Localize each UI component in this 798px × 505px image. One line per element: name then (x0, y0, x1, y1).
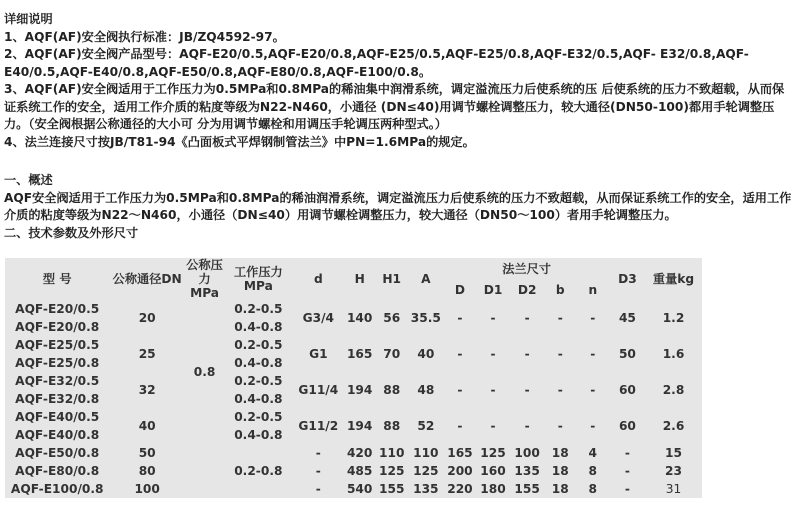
cell-fD: 165 (447, 446, 473, 460)
cell-fD1: - (490, 311, 496, 325)
cell-H: 194 (346, 419, 373, 433)
header-D3: D3 (610, 258, 645, 300)
overview-text: AQF安全阀适用于工作压力为0.5MPa和0.8MPa的稀油润滑系统，调定溢流压力后使系统的压力不致超载，从而保证系统工作的安全，适用工作介质的粘度等级为N22～N460，小通径（DN≤40）用调节螺栓调整压力，较大通径（DN50～100）者用手轮调整压力。 (4, 190, 792, 222)
cell-H1: 56 (383, 311, 401, 325)
header-d: d (292, 258, 344, 300)
cell-dn: 80 (138, 464, 156, 478)
cell-kg: 2.6 (662, 419, 685, 433)
cell-mpa (185, 462, 224, 480)
cell-wp: 0.4-0.8 (234, 428, 283, 442)
cell-fD: 200 (447, 464, 473, 478)
cell-fD: - (457, 311, 463, 325)
cell-A: 35.5 (410, 311, 441, 325)
cell-wp: 0.4-0.8 (234, 356, 283, 370)
cell-fb: - (557, 419, 563, 433)
cell-fb: - (557, 347, 563, 361)
cell-H: 420 (346, 446, 373, 460)
header-A: A (408, 258, 443, 300)
table-row (5, 300, 702, 318)
cell-wp: 0.2-0.5 (234, 410, 283, 424)
cell-wp: 0.2-0.5 (234, 338, 283, 352)
cell-D3: - (624, 464, 630, 478)
cell-fn: 4 (588, 446, 598, 460)
cell-fD2: - (524, 347, 530, 361)
header-fn: n (576, 279, 610, 300)
cell-fn: 8 (588, 464, 598, 478)
cell-model: AQF-E40/0.5 (15, 410, 100, 424)
header-mpa: 公称压力MPa (186, 258, 223, 300)
overview-title: 一、概述 (4, 173, 53, 187)
header-model: 型 号 (5, 258, 109, 300)
cell-kg: 15 (665, 446, 682, 460)
cell-d: - (315, 464, 321, 478)
table-row (5, 336, 702, 354)
cell-fD2: - (524, 419, 530, 433)
cell-dn: 50 (138, 446, 156, 460)
spec-table (5, 258, 702, 498)
cell-fn: - (590, 311, 596, 325)
cell-fb: 18 (551, 464, 569, 478)
cell-model: AQF-E100/0.8 (10, 482, 104, 496)
cell-H1: 125 (378, 464, 405, 478)
cell-model: AQF-E25/0.8 (15, 356, 100, 370)
header-fb: b (545, 279, 576, 300)
cell-fD2: 155 (514, 482, 540, 496)
cell-d: - (315, 482, 321, 496)
cell-d: G1 (309, 347, 328, 361)
cell-fn: 8 (588, 482, 598, 496)
cell-d: G11/2 (298, 419, 339, 433)
cell-fD1: - (490, 383, 496, 397)
cell-fD: - (457, 347, 463, 361)
cell-A: 125 (413, 464, 439, 478)
cell-fb: - (557, 311, 563, 325)
cell-H1: 88 (383, 419, 401, 433)
cell-H1: 70 (383, 347, 401, 361)
cell-fD2: - (524, 383, 530, 397)
cell-model: AQF-E32/0.5 (15, 374, 100, 388)
header-fD: D (443, 279, 476, 300)
cell-d: G3/4 (302, 311, 335, 325)
cell-kg: 2.8 (662, 383, 685, 397)
cell-H: 194 (346, 383, 373, 397)
cell-H: 140 (346, 311, 373, 325)
header-flange: 法兰尺寸 (443, 258, 609, 279)
cell-D3: - (624, 482, 630, 496)
cell-H1: 88 (383, 383, 401, 397)
table-row (5, 372, 702, 390)
cell-A: 110 (413, 446, 439, 460)
header-kg: 重量kg (645, 258, 702, 300)
cell-fb: 18 (551, 482, 569, 496)
cell-fD2: - (524, 311, 530, 325)
cell-fD: - (457, 419, 463, 433)
header-wp: 工作压力MPa (224, 258, 292, 300)
cell-A: 52 (417, 419, 435, 433)
header-fD1: D1 (476, 279, 509, 300)
header-H: H (344, 258, 375, 300)
cell-model: AQF-E40/0.8 (15, 428, 100, 442)
cell-fb: 18 (551, 446, 569, 460)
cell-D3: 50 (618, 347, 636, 361)
detail-p4: 4、法兰连接尺寸按JB/T81-94《凸面板式平焊钢制管法兰》中PN=1.6MPa的规定。 (4, 134, 475, 149)
cell-d: - (315, 446, 321, 460)
cell-A: 40 (417, 347, 435, 361)
overview-section (4, 172, 794, 242)
cell-fD1: - (490, 419, 496, 433)
cell-fn: - (590, 347, 596, 361)
cell-fD1: 180 (480, 482, 506, 496)
table-row (5, 444, 702, 462)
params-title: 二、技术参数及外形尺寸 (4, 225, 139, 240)
cell-mpa (185, 480, 224, 498)
cell-H1: 155 (378, 482, 405, 496)
cell-fn: - (590, 383, 596, 397)
cell-mpa: 0.8 (193, 365, 216, 379)
cell-model: AQF-E25/0.5 (15, 338, 100, 352)
cell-kg: 23 (665, 464, 682, 478)
detail-p1: 1、AQF(AF)安全阀执行标准：JB/ZQ4592-97。 (4, 29, 285, 44)
cell-fD1: - (490, 347, 496, 361)
detail-section (4, 11, 794, 151)
table-row (5, 408, 702, 426)
cell-fD1: 125 (480, 446, 506, 460)
cell-kg: 1.2 (662, 311, 685, 325)
cell-D3: 45 (618, 311, 636, 325)
detail-p2: 2、AQF(AF)安全阀产品型号：AQF-E20/0.5,AQF-E20/0.8,AQF-E25/0.5,AQF-E25/0.8,AQF-E32/0.5,AQF- E32/0.8,AQF-E40/0.5,AQF-E40/0.8,AQF-E50/0.8,AQF-E80/0.8,AQF-E100/0.8。 (4, 47, 749, 79)
cell-kg: 1.6 (662, 347, 685, 361)
cell-dn: 20 (138, 311, 156, 325)
header-dn: 公称通径DN (109, 258, 184, 300)
header-H1: H1 (375, 258, 408, 300)
cell-model: AQF-E50/0.8 (15, 446, 100, 460)
table-row (5, 462, 702, 480)
cell-D3: 60 (618, 383, 636, 397)
cell-model: AQF-E80/0.8 (15, 464, 100, 478)
table-row (5, 480, 702, 498)
cell-fD2: 100 (514, 446, 540, 460)
detail-title: 详细说明 (4, 12, 53, 26)
cell-wp: 0.4-0.8 (234, 320, 283, 334)
cell-kg: 31 (665, 482, 682, 496)
cell-fb: - (557, 383, 563, 397)
detail-p3: 3、AQF(AF)安全阀适用于工作压力为0.5MPa和0.8MPa的稀油集中润滑系统，调定溢流压力后使系统的压 后使系统的压力不致超载，从而保证系统工作的安全，适用工作介质的粘度等级为N22-N460，小通径 (DN≤40)用调节螺栓调整压力，较大通径(DN50-100)都用手轮调整压力。（安全阀根据公称通径的大小可 分为用调节螺栓和用调压手轮调压两种型式。） (4, 82, 785, 131)
cell-fD: - (457, 383, 463, 397)
cell-fD1: 160 (480, 464, 506, 478)
cell-H1: 110 (378, 446, 405, 460)
cell-D3: 60 (618, 419, 636, 433)
cell-model: AQF-E20/0.8 (15, 320, 100, 334)
cell-A: 135 (413, 482, 439, 496)
cell-fD2: 135 (514, 464, 540, 478)
cell-H: 165 (346, 347, 373, 361)
cell-d: G11/4 (298, 383, 339, 397)
cell-wp: 0.2-0.8 (234, 464, 283, 478)
cell-wp: 0.4-0.8 (234, 392, 283, 406)
cell-mpa (185, 444, 224, 462)
cell-dn: 40 (138, 419, 156, 433)
cell-wp: 0.2-0.5 (234, 302, 283, 316)
cell-H: 540 (346, 482, 373, 496)
cell-model: AQF-E32/0.8 (15, 392, 100, 406)
cell-model: AQF-E20/0.5 (15, 302, 100, 316)
cell-fn: - (590, 419, 596, 433)
cell-A: 48 (417, 383, 435, 397)
cell-dn: 32 (138, 383, 156, 397)
cell-fD: 220 (447, 482, 473, 496)
cell-D3: - (624, 446, 630, 460)
cell-dn: 25 (138, 347, 156, 361)
cell-dn: 100 (134, 482, 160, 496)
cell-wp: 0.2-0.5 (234, 374, 283, 388)
header-fD2: D2 (510, 279, 545, 300)
cell-H: 485 (346, 464, 373, 478)
